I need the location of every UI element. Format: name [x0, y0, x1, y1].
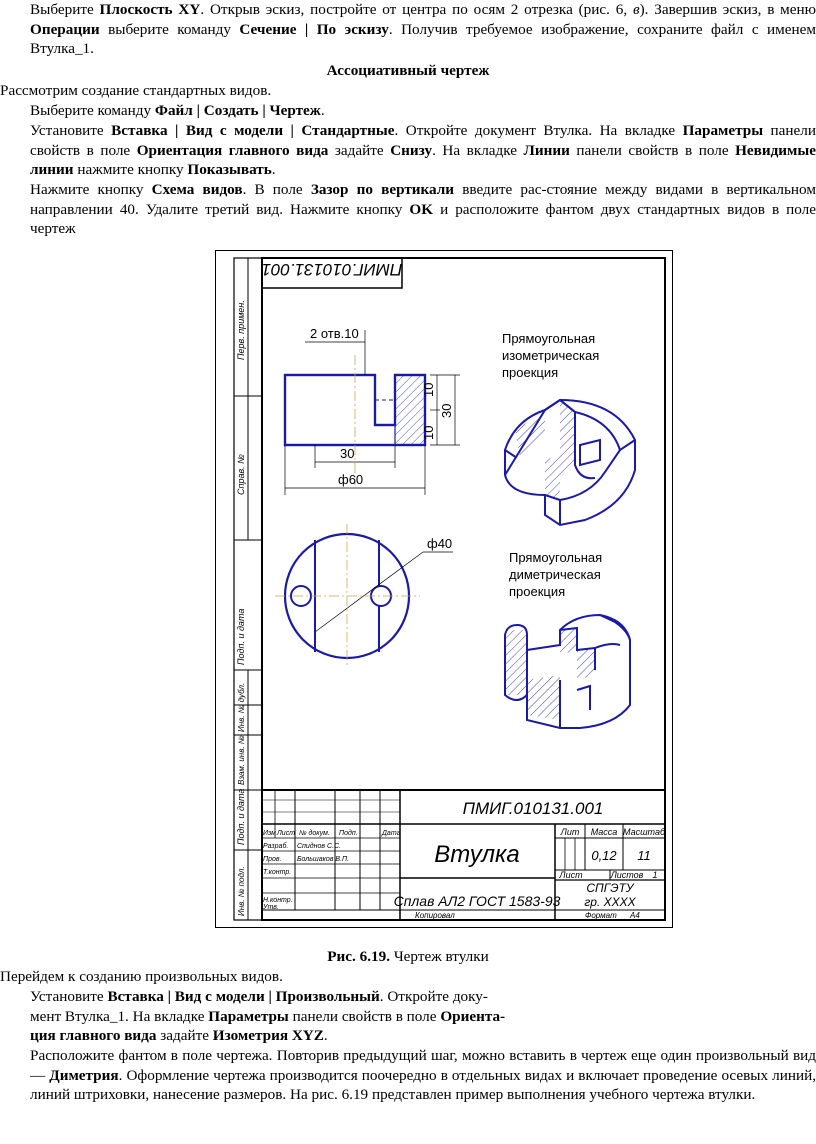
tb-nkontr: Н.контр.: [263, 897, 293, 904]
paragraph-plane-xy: Выберите Плоскость XY. Открыв эскиз, постройте от центра по осям 2 отрезка (рис. 6, в). Завершив эскиз, в меню Операции выберите команду Сечение | По эскизу. Получив требуемое изображение, сохраните файл с именем Втулка_1.: [30, 1, 816, 58]
tb-format-val: А4: [630, 911, 640, 920]
dim-10b: 10: [421, 425, 436, 440]
side-label-inv-dubl: Инв. № дубл.: [237, 682, 246, 732]
tb-masshtab: Масштаб: [622, 827, 666, 837]
tb-razrab: Разраб.: [263, 843, 289, 850]
tb-ndok: № докум.: [299, 830, 330, 837]
tb-kopir: Копировал: [415, 911, 455, 920]
dim-label-3: проекция: [509, 584, 566, 599]
iso-label-1: Прямоугольная: [502, 331, 596, 346]
side-label-inv-podl: Инв. № подл.: [237, 866, 246, 916]
tb-mass-val: 0,12: [591, 848, 617, 863]
dim-30h: 30: [340, 446, 355, 461]
paragraph-views-scheme: Нажмите кнопку Схема видов. В поле Зазор по вертикали введите рас-стояние между видами в вертикальном направлении 40. Удалите третий вид. Нажмите кнопку OK и расположите фантом двух стандартных видов в поле чертеж: [30, 181, 816, 238]
tb-tkontr: Т.контр.: [263, 869, 292, 876]
tb-material: Сплав АЛ2 ГОСТ 1583-93: [393, 893, 561, 909]
paragraph-insert-arbitrary: Установите Вставка | Вид с модели | Произвольный. Откройте доку- мент Втулка_1. На вкладке Параметры панели свойств в поле Ориента- ция главного вида задайте Изометрия XYZ.: [30, 988, 506, 1045]
top-stamp-code: ПМИГ.010131.001: [261, 260, 403, 279]
tb-org2: гр. ХХХХ: [584, 895, 636, 909]
iso-label-3: проекция: [502, 365, 559, 380]
dim-10a: 10: [421, 382, 436, 397]
side-label-podp2: Подп. и дата: [236, 788, 246, 845]
tb-listov-val: 1: [652, 870, 658, 880]
tb-list2: Лист: [277, 830, 296, 837]
tb-utv: Утв.: [263, 904, 279, 911]
paragraph-dimetric: Расположите фантом в поле чертежа. Повторив предыдущий шаг, можно вставить в чертеж еще один произвольный вид — Диметрия. Оформление чертежа производится поочередно в отдельных видах и включает проведение осевых линий, линий штриховки, нанесение размеров. На рис. 6.19 представлен пример выполнения учебного чертежа втулки.: [30, 1047, 816, 1104]
figure-caption: Рис. 6.19. Чертеж втулки: [327, 948, 489, 965]
dim-label-2: диметрическая: [509, 567, 601, 582]
tb-org1: СПГЭТУ: [586, 881, 634, 895]
tb-code: ПМИГ.010131.001: [462, 799, 604, 818]
technical-drawing: [215, 250, 673, 928]
tb-list: Лист: [559, 870, 583, 880]
dim-phi40: ф40: [427, 536, 453, 551]
tb-format: Формат: [585, 911, 617, 920]
tb-data: Дата: [382, 830, 401, 837]
side-label-perv: Перв. примен.: [236, 300, 246, 360]
paragraph-create-drawing: Выберите команду Файл | Создать | Чертеж.: [30, 102, 325, 119]
side-label-podp1: Подп. и дата: [236, 608, 246, 665]
tb-listov: Листов: [610, 870, 644, 880]
tb-prov: Пров.: [263, 856, 282, 863]
dim-2otv: 2 отв.10: [310, 326, 359, 341]
sheet-outer-frame: [216, 251, 673, 928]
paragraph-insert-standard: Установите Вставка | Вид с модели | Стандартные. Откройте документ Втулка. На вкладке Параметры панели свойств в поле Ориентация главного вида задайте Снизу. На вкладке Линии панели свойств в поле Невидимые линии нажмите кнопку Показывать.: [30, 122, 816, 179]
section-heading: Ассоциативный чертеж: [326, 62, 490, 79]
tb-massa: Масса: [590, 827, 618, 837]
tb-razrab-name: Спиднов С.С.: [297, 843, 342, 850]
tb-podp: Подп.: [339, 830, 358, 837]
side-label-vzam: Взам. инв. №: [237, 735, 246, 785]
tb-lit: Лит: [560, 827, 580, 837]
iso-label-2: изометрическая: [502, 348, 600, 363]
dim-phi60: ф60: [338, 472, 364, 487]
tb-prov-name: Большаков В.П.: [297, 856, 350, 863]
paragraph-arbitrary-intro: Перейдем к созданию произвольных видов.: [0, 968, 283, 985]
tb-name: Втулка: [434, 841, 520, 868]
tb-scale-val: 11: [637, 848, 651, 863]
side-label-sprav: Справ. №: [236, 454, 246, 495]
dim-30v: 30: [439, 403, 454, 418]
dim-label-1: Прямоугольная: [509, 550, 603, 565]
tb-izm: Изм: [263, 830, 276, 837]
paragraph-intro: Рассмотрим создание стандартных видов.: [0, 82, 272, 99]
